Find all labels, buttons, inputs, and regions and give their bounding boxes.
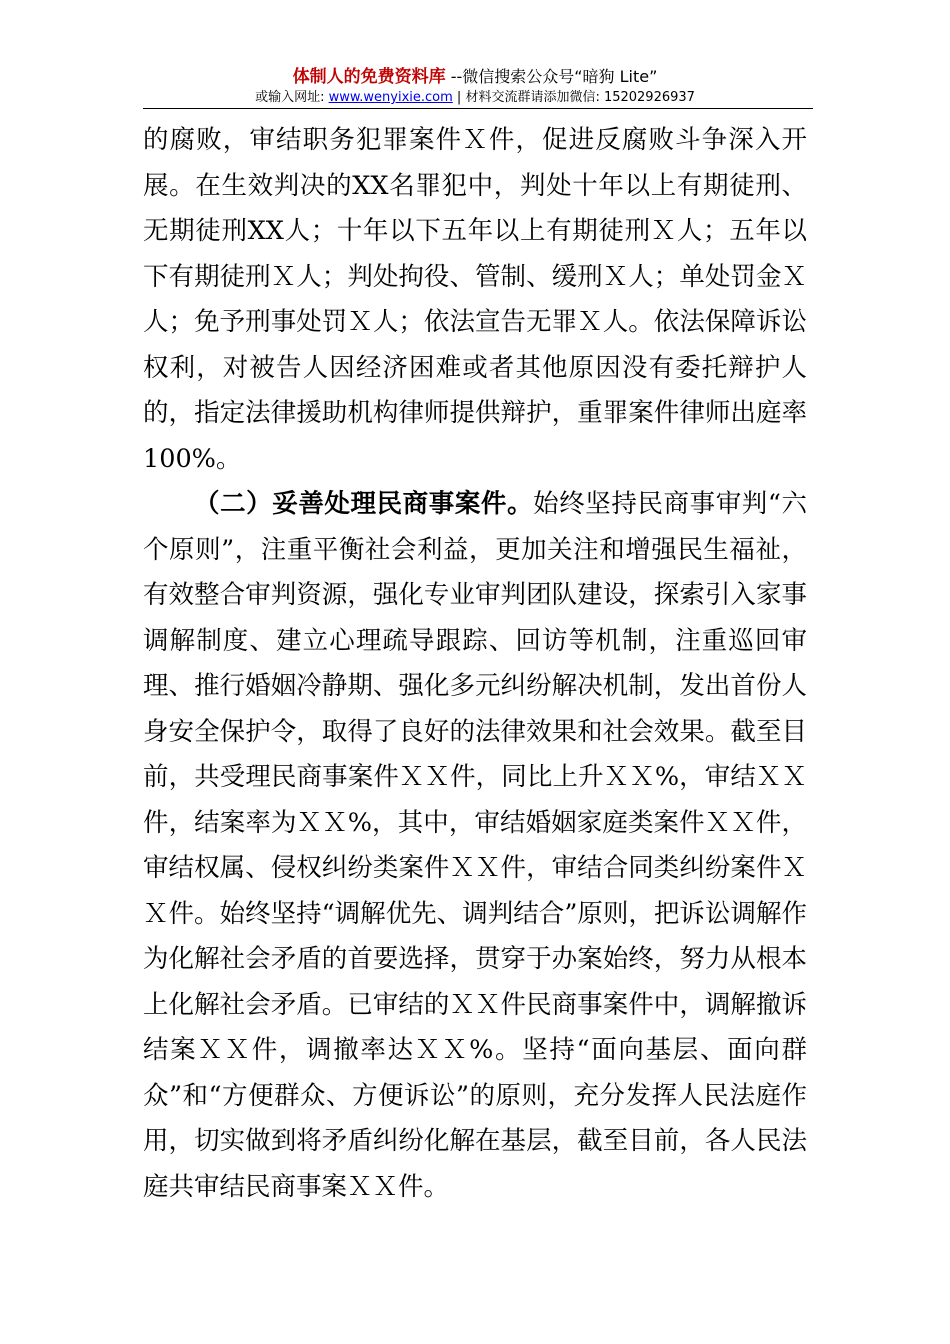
paragraph-2-text: 始终坚持民商事审判“六个原则”，注重平衡社会利益，更加关注和增强民生福祉，有效整合审判资源，强化专业审判团队建设，探索引入家事调解制度、建立心理疏导跟踪、回访等机制，注重巡回审理、推行婚姻冷静期、强化多元纠纷解决机制，发出首份人身安全保护令，取得了良好的法律效果和社会效果。截至目前，共受理民商事案件ＸＸ件，同比上升ＸＸ%，审结ＸＸ件，结案率为ＸＸ%，其中，审结婚姻家庭类案件ＸＸ件，审结权属、侵权纠纷类案件ＸＸ件，审结合同类纠纷案件ＸＸ件。始终坚持“调解优先、调判结合”原则，把诉讼调解作为化解社会矛盾的首要选择，贯穿于办案始终，努力从根本上化解社会矛盾。已审结的ＸＸ件民商事案件中，调解撤诉结案ＸＸ件，调撤率达ＸＸ%。坚持“面向基层、面向群众”和“方便群众、方便诉讼”的原则，充分发挥人民法庭作用，切实做到将矛盾纠纷化解在基层，截至目前，各人民法庭共审结民商事案ＸＸ件。 bbox=[143, 489, 807, 1202]
header-line-2 bbox=[0, 88, 950, 108]
header-contact: | 材料交流群请添加微信: 15202926937 bbox=[452, 90, 695, 105]
paragraph-1 bbox=[143, 118, 807, 482]
header-line-1 bbox=[0, 66, 950, 88]
header-url-prefix: 或输入网址: bbox=[255, 90, 329, 105]
page-header bbox=[0, 66, 950, 108]
paragraph-1-text: 的腐败，审结职务犯罪案件Ｘ件，促进反腐败斗争深入开展。在生效判决的XX名罪犯中，判处十年以上有期徒刑、无期徒刑XX人；十年以下五年以上有期徒刑Ｘ人；五年以下有期徒刑Ｘ人；判处拘役、管制、缓刑Ｘ人；单处罚金Ｘ人；免予刑事处罚Ｘ人；依法宣告无罪Ｘ人。依法保障诉讼权利，对被告人因经济困难或者其他原因没有委托辩护人的，指定法律援助机构律师提供辩护，重罪案件律师出庭率100%。 bbox=[143, 125, 807, 474]
paragraph-2 bbox=[143, 482, 807, 1210]
header-url-link[interactable]: www.wenyixie.com bbox=[328, 90, 453, 105]
header-tagline: --微信搜索公众号“暗狗 Lite” bbox=[445, 67, 658, 86]
document-body bbox=[143, 118, 807, 1210]
header-brand: 体制人的免费资料库 bbox=[292, 67, 446, 87]
paragraph-2-heading: （二）妥善处理民商事案件。 bbox=[194, 489, 534, 519]
header-divider bbox=[143, 108, 813, 109]
